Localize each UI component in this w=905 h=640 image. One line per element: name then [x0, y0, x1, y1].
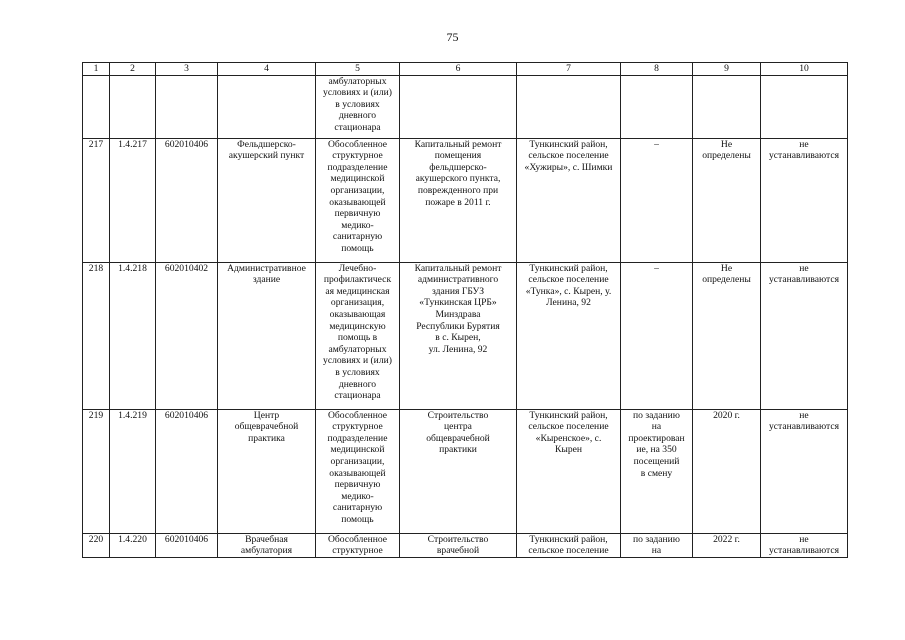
cell-works: Строительство центра общеврачебной практики: [400, 409, 517, 533]
cell-object-name: Врачебная амбулатория: [218, 533, 316, 557]
table-row: [83, 138, 848, 262]
cell-id: 602010402: [156, 262, 218, 409]
cell-purpose: амбулаторных условиях и (или) в условиях дневного стационара: [316, 75, 400, 138]
table-row: [83, 262, 848, 409]
cell-id: 602010406: [156, 138, 218, 262]
cell-location: Тункинский район, сельское поселение «Хужиры», с. Шимки: [517, 138, 621, 262]
column-number: 10: [761, 63, 848, 76]
cell-capacity: по заданию на проектирован ие, на 350 посещений в смену: [621, 409, 693, 533]
cell-code: 1.4.220: [110, 533, 156, 557]
cell-object-name: Центр общеврачебной практика: [218, 409, 316, 533]
cell-zones: не устанавливаются: [761, 138, 848, 262]
cell-works: [400, 75, 517, 138]
cell-works: Капитальный ремонт помещения фельдшерско- акушерского пункта, поврежденного при пожаре в 2011 г.: [400, 138, 517, 262]
page-number: 75: [446, 30, 459, 44]
cell-index: 217: [83, 138, 110, 262]
planning-table: [82, 62, 848, 558]
column-number: 5: [316, 63, 400, 76]
cell-code: 1.4.218: [110, 262, 156, 409]
table-row: [83, 409, 848, 533]
column-number: 9: [693, 63, 761, 76]
column-number: 8: [621, 63, 693, 76]
cell-location: Тункинский район, сельское поселение: [517, 533, 621, 557]
cell-object-name: Административное здание: [218, 262, 316, 409]
table-row-continuation: [83, 75, 848, 138]
cell-location: [517, 75, 621, 138]
column-number: 4: [218, 63, 316, 76]
cell-index: 218: [83, 262, 110, 409]
cell-term: 2020 г.: [693, 409, 761, 533]
cell-purpose: Обособленное структурное подразделение медицинской организации, оказывающей первичную медико- санитарную помощь: [316, 409, 400, 533]
cell-location: Тункинский район, сельское поселение «Тунка», с. Кырен, у. Ленина, 92: [517, 262, 621, 409]
table-row: [83, 533, 848, 557]
cell-location: Тункинский район, сельское поселение «Кыренское», с. Кырен: [517, 409, 621, 533]
column-number: 2: [110, 63, 156, 76]
column-number: 6: [400, 63, 517, 76]
cell-zones: не устанавливаются: [761, 533, 848, 557]
cell-code: [110, 75, 156, 138]
cell-index: 220: [83, 533, 110, 557]
cell-index: [83, 75, 110, 138]
cell-purpose: Лечебно- профилактическ ая медицинская организация, оказывающая медицинскую помощь в амбулаторных условиях и (или) в условиях дневного стационара: [316, 262, 400, 409]
cell-works: Капитальный ремонт административного здания ГБУЗ «Тункинская ЦРБ» Минздрава Республики Бурятия в с. Кырен, ул. Ленина, 92: [400, 262, 517, 409]
cell-code: 1.4.217: [110, 138, 156, 262]
cell-capacity: по заданию на: [621, 533, 693, 557]
cell-object-name: Фельдшерско- акушерский пункт: [218, 138, 316, 262]
cell-zones: не устанавливаются: [761, 262, 848, 409]
cell-object-name: [218, 75, 316, 138]
cell-capacity: –: [621, 138, 693, 262]
column-number: 3: [156, 63, 218, 76]
cell-works: Строительство врачебной: [400, 533, 517, 557]
column-number-row: [83, 63, 848, 76]
cell-id: 602010406: [156, 409, 218, 533]
cell-id: [156, 75, 218, 138]
column-number: 7: [517, 63, 621, 76]
cell-capacity: [621, 75, 693, 138]
cell-code: 1.4.219: [110, 409, 156, 533]
cell-purpose: Обособленное структурное: [316, 533, 400, 557]
cell-zones: [761, 75, 848, 138]
cell-index: 219: [83, 409, 110, 533]
cell-term: 2022 г.: [693, 533, 761, 557]
cell-purpose: Обособленное структурное подразделение медицинской организации, оказывающей первичную медико- санитарную помощь: [316, 138, 400, 262]
column-number: 1: [83, 63, 110, 76]
cell-term: Не определены: [693, 138, 761, 262]
cell-capacity: –: [621, 262, 693, 409]
cell-id: 602010406: [156, 533, 218, 557]
cell-term: [693, 75, 761, 138]
cell-zones: не устанавливаются: [761, 409, 848, 533]
cell-term: Не определены: [693, 262, 761, 409]
